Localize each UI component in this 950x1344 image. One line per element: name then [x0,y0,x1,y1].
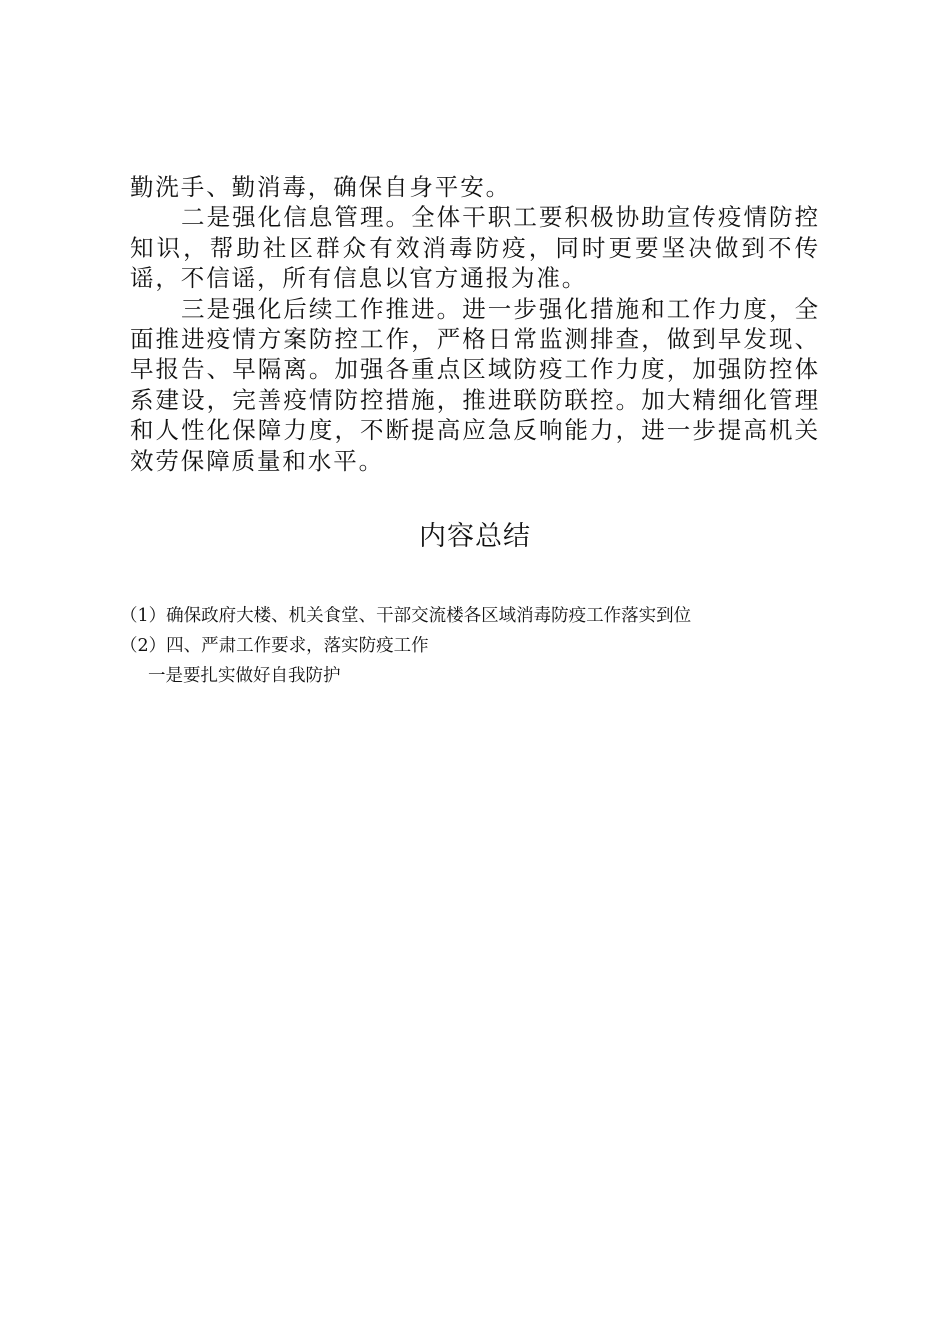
summary-title: 内容总结 [419,521,531,552]
summary-item: （2）四、严肃工作要求，落实防疫工作 [120,636,429,656]
summary-list [120,601,840,691]
body-text [130,172,820,476]
paragraph-1: 勤洗手、勤消毒，确保自身平安。 [130,173,511,201]
paragraph-2: 二是强化信息管理。全体干职工要积极协助宣传疫情防控知识，帮助社区群众有效消毒防疫，同时更要坚决做到不传谣，不信谣，所有信息以官方通报为准。 [130,203,820,293]
summary-item: 一是要扎实做好自我防护 [148,666,341,686]
paragraph-3: 三是强化后续工作推进。进一步强化措施和工作力度，全面推进疫情方案防控工作，严格日常监测排查，做到早发现、早报告、早隔离。加强各重点区域防疫工作力度，加强防控体系建设，完善疫情防控措施，推进联防联控。加大精细化管理和人性化保障力度，不断提高应急反响能力，进一步提高机关效劳保障质量和水平。 [130,294,820,475]
summary-item: （1）确保政府大楼、机关食堂、干部交流楼各区域消毒防疫工作落实到位 [120,606,692,626]
